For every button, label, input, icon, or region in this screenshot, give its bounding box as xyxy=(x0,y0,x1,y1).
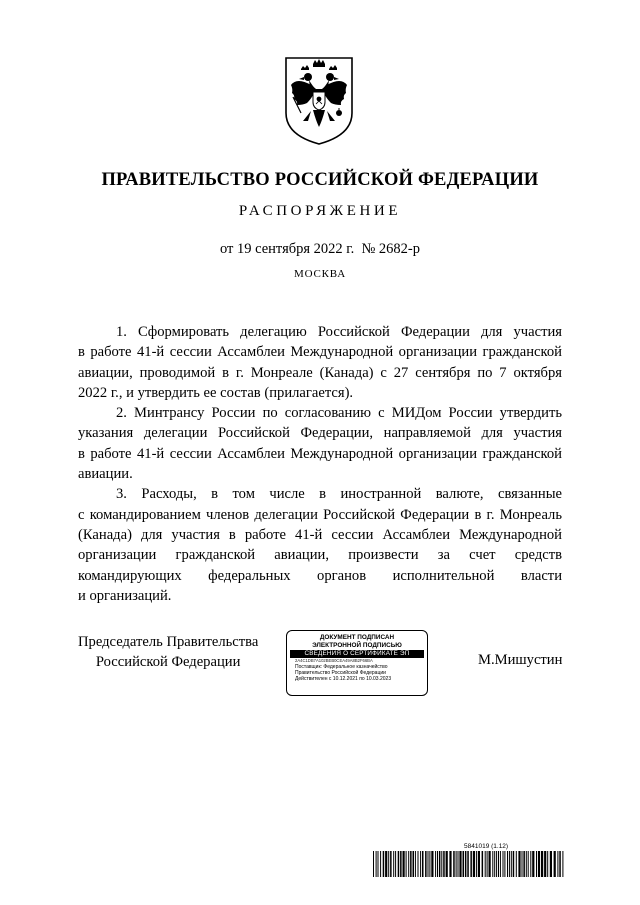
barcode-bar xyxy=(541,851,543,877)
barcode-bar xyxy=(408,851,409,877)
barcode-bar xyxy=(516,851,517,877)
barcode-bar xyxy=(431,851,433,877)
paragraph-3-line: с командированием членов делегации Российской Федерации в г. Монреаль xyxy=(78,506,562,523)
stamp-title-line: ЭЛЕКТРОННОЙ ПОДПИСЬЮ xyxy=(312,641,402,649)
barcode-bar xyxy=(388,851,389,877)
paragraph-3-line: и организаций. xyxy=(78,587,172,604)
barcode-bar xyxy=(522,851,523,877)
barcode-bar xyxy=(443,851,445,877)
paragraph-3-line: организации гражданской авиации, произвести за счет средств xyxy=(78,547,562,564)
barcode-bar xyxy=(467,851,469,877)
paragraph-3-line: 3. Расходы, в том числе в иностранной валюте, связанные xyxy=(116,486,562,503)
barcode-bar xyxy=(458,851,459,877)
paragraph-2-line: 2. Минтрансу России по согласованию с МИДом России утвердить xyxy=(116,405,562,422)
barcode-bar xyxy=(487,851,488,877)
barcode-bar xyxy=(395,851,396,877)
government-title: ПРАВИТЕЛЬСТВО РОССИЙСКОЙ ФЕДЕРАЦИИ xyxy=(101,170,539,190)
barcode-bar xyxy=(459,851,461,877)
barcode-bar xyxy=(526,851,527,877)
barcode-bar xyxy=(373,851,374,877)
barcode-bar xyxy=(400,851,402,877)
barcode-bar xyxy=(393,851,394,877)
barcode-bar xyxy=(547,851,548,877)
barcode-bar xyxy=(530,851,531,877)
barcode-bar xyxy=(504,851,505,877)
barcode-bar xyxy=(446,851,448,877)
stamp-owner: Правительство Российской Федерации xyxy=(295,670,386,677)
signer-position xyxy=(78,632,258,672)
barcode-bar xyxy=(398,851,400,877)
barcode-bar xyxy=(415,851,416,877)
barcode-bar xyxy=(422,851,424,877)
barcode-bar xyxy=(492,851,493,877)
barcode-bar xyxy=(456,851,457,877)
barcode-bar xyxy=(511,851,512,877)
barcode-bar xyxy=(507,851,508,877)
document-type: РАСПОРЯЖЕНИЕ xyxy=(238,203,402,219)
barcode-bar xyxy=(465,851,467,877)
barcode-bar xyxy=(413,851,415,877)
barcode-bar xyxy=(390,851,392,877)
barcode-bar xyxy=(437,851,438,877)
barcode-bar xyxy=(544,851,546,877)
barcode-bar xyxy=(478,851,480,877)
paragraph-3-line: (Канада) для участия в работе 41-й сессии Ассамблеи Международной xyxy=(78,526,562,543)
document-date-number: от 19 сентября 2022 г. № 2682-р xyxy=(219,241,421,257)
barcode-number: 5841019 (1.12) xyxy=(464,843,509,850)
paragraph-2-line: авиации. xyxy=(78,466,133,483)
barcode-bar xyxy=(441,851,442,877)
signer-name: М.Мишустин xyxy=(478,652,563,668)
document-body xyxy=(78,322,562,606)
barcode-bar xyxy=(489,851,491,877)
barcode-bar xyxy=(532,851,534,877)
stamp-serial: 2A4C1DB7A102BEB0CEA49A8B2F66BA xyxy=(295,658,373,663)
barcode-bar xyxy=(513,851,515,877)
barcode-bar xyxy=(494,851,495,877)
barcode-bar xyxy=(538,851,540,877)
paragraph-2-line: в работе 41-й сессии Ассамблеи Международной организации гражданской xyxy=(78,445,562,462)
barcode-bar xyxy=(425,851,427,877)
paragraph-1-line: в работе 41-й сессии Ассамблеи Международной организации гражданской xyxy=(78,344,562,361)
barcode-bar xyxy=(439,851,441,877)
barcode-bar xyxy=(476,851,477,877)
barcode-bar xyxy=(449,851,451,877)
barcode-bar xyxy=(385,851,387,877)
barcode-bar xyxy=(473,851,475,877)
barcode-bar xyxy=(562,851,563,877)
barcode-bar xyxy=(420,851,421,877)
stamp-validity: Действителен с 10.12.2021 по 10.03.2023 xyxy=(295,676,392,683)
barcode-bar xyxy=(509,851,510,877)
barcode-bar xyxy=(403,851,405,877)
barcode-bar xyxy=(500,851,501,877)
barcode-bar xyxy=(410,851,412,877)
barcode-icon xyxy=(373,851,565,877)
barcode-bar xyxy=(536,851,537,877)
barcode-bar xyxy=(435,851,436,877)
paragraph-3-line: командирующих федеральных органов исполнительной власти xyxy=(78,567,562,584)
paragraph-2-line: указания делегации Российской Федерации, направляемой для участия xyxy=(78,425,562,442)
barcode-bar xyxy=(470,851,472,877)
stamp-certificate-band: СВЕДЕНИЯ О СЕРТИФИКАТЕ ЭП xyxy=(290,650,424,658)
barcode-bar xyxy=(482,851,484,877)
barcode-bar xyxy=(550,851,552,877)
barcode-bar xyxy=(496,851,497,877)
coat-of-arms-emblem xyxy=(283,55,355,147)
document-city: МОСКВА xyxy=(294,268,346,280)
paragraph-1-line: авиации, проводимой в г. Монреале (Канада) с 27 сентября по 7 октября xyxy=(78,364,562,381)
barcode-bar xyxy=(383,851,385,877)
barcode-bar xyxy=(428,851,429,877)
paragraph-1-line: 2022 г., и утвердить ее состав (прилагается). xyxy=(78,384,354,401)
electronic-signature-stamp xyxy=(286,630,428,696)
stamp-title-line: ДОКУМЕНТ ПОДПИСАН xyxy=(319,634,395,641)
barcode-bar xyxy=(380,851,381,877)
barcode-bar xyxy=(418,851,419,877)
barcode-bar xyxy=(429,851,430,877)
barcode-bar xyxy=(523,851,525,877)
barcode-bar xyxy=(498,851,499,877)
stamp-supplier: Поставщик: Федеральное казначейство xyxy=(295,664,388,670)
barcode-bar xyxy=(518,851,520,877)
barcode-bar xyxy=(378,851,379,877)
barcode-bar xyxy=(528,851,529,877)
barcode-bar xyxy=(554,851,556,877)
signer-position-line: Российской Федерации xyxy=(95,654,241,670)
barcode-bar xyxy=(453,851,455,877)
barcode-bar xyxy=(406,851,407,877)
barcode-bar xyxy=(463,851,465,877)
barcode-bar xyxy=(559,851,561,877)
paragraph-1-line: 1. Сформировать делегацию Российской Федерации для участия xyxy=(116,324,562,340)
barcode-bar xyxy=(376,851,377,877)
barcode-bar xyxy=(557,851,558,877)
barcode-bar xyxy=(503,851,504,877)
signer-position-line: Председатель Правительства xyxy=(78,634,259,650)
barcode-bar xyxy=(485,851,486,877)
